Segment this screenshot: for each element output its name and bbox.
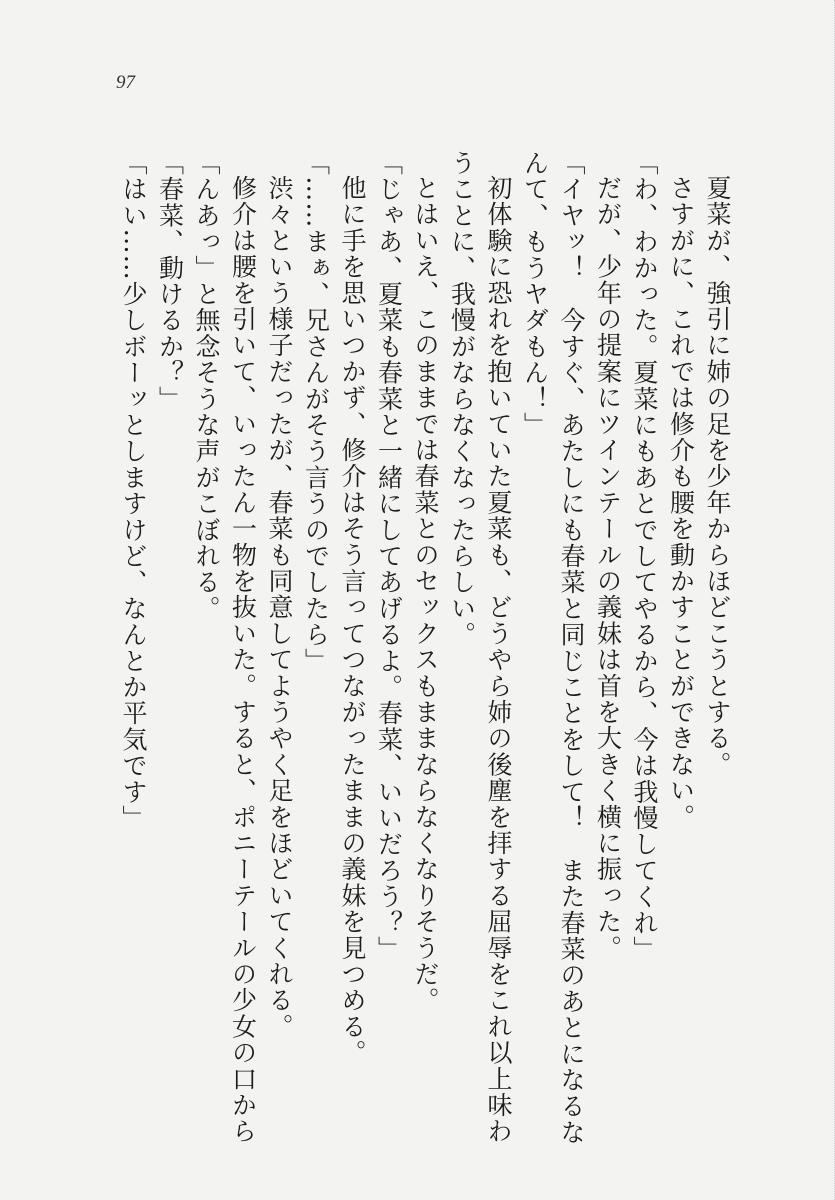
text-line: 夏菜が、強引に姉の足を少年からほどこうとする。 — [703, 175, 732, 778]
text-line: んて、もうヤダもん！」 — [520, 150, 550, 439]
text-line: とはいえ、このままでは春菜とのセックスもままならなくなりそうだ。 — [411, 175, 440, 1014]
text-line: だが、少年の提案にツインテールの義妹は首を大きく横に振った。 — [593, 175, 623, 961]
text-line: 「はい……少しボーッとしますけど、なんとか平気です」 — [119, 150, 148, 832]
text-line: 「んあっ」と無念そうな声がこぼれる。 — [192, 150, 221, 622]
text-line: 「じゃあ、夏菜も春菜と一緒にしてあげるよ。春菜、いいだろう？」 — [374, 150, 404, 963]
page-number: 97 — [116, 72, 135, 93]
text-line: 初体験に恐れを抱いていた夏菜も、どうやら姉の後塵を拝する屈辱をこれ以上味わ — [484, 175, 513, 1145]
text-line: 「イヤッ！ 今すぐ、あたしにも春菜と同じことをして！ また春菜のあとになるな — [557, 150, 586, 1146]
vertical-body-text — [75, 150, 735, 1160]
text-line: さすがに、これでは修介も腰を動かすことができない。 — [666, 175, 696, 830]
text-line: 「春菜、動けるか？」 — [155, 150, 185, 412]
text-line: 修介は腰を引いて、いったん一物を抜いた。すると、ポニーテールの少女の口から — [228, 175, 258, 1145]
text-line: 他に手を思いつかず、修介はそう言ってつながったままの義妹を見つめる。 — [338, 175, 367, 1066]
page-edge — [824, 0, 835, 1200]
text-line: 「わ、わかった。夏菜にもあとでしてやるから、今は我慢してくれ」 — [630, 150, 659, 963]
text-line: 「……まぁ、兄さんがそう言うのでしたら」 — [301, 150, 331, 674]
text-line: うことに、我慢がならなくなったらしい。 — [447, 150, 477, 648]
text-line: 渋々という様子だったが、春菜も同意してようやく足をほどいてくれる。 — [265, 175, 294, 1040]
